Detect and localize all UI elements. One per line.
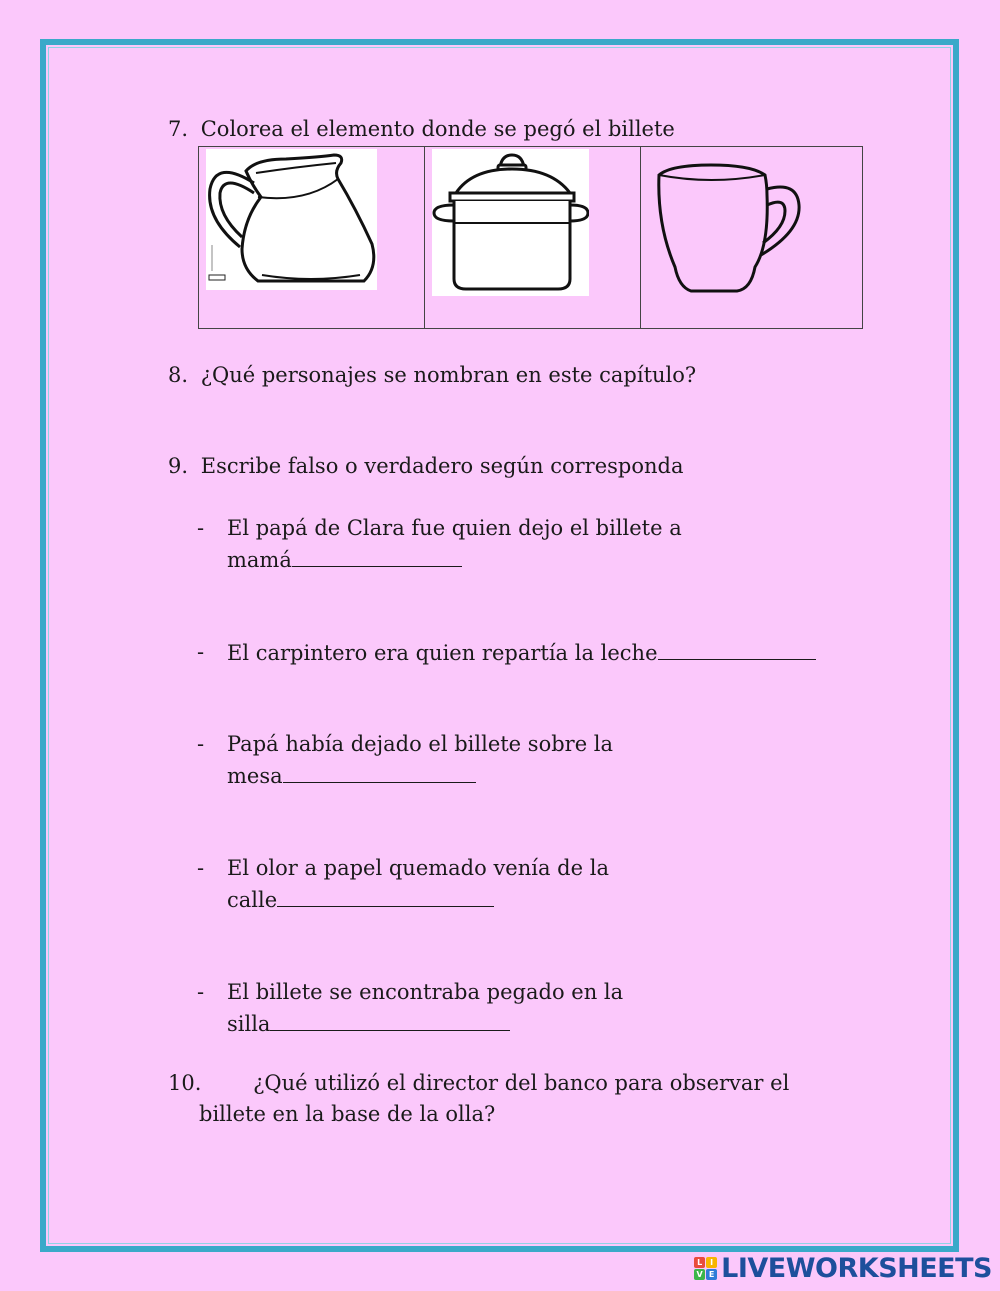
statement-1	[197, 513, 897, 577]
statement-text: El olor a papel quemado venía de la	[227, 856, 609, 880]
image-cell-mug[interactable]	[641, 147, 863, 329]
question-8	[168, 360, 696, 391]
statement-5	[197, 977, 897, 1041]
answer-blank[interactable]	[277, 884, 494, 907]
statement-2	[197, 637, 897, 669]
bullet-dash: -	[197, 640, 205, 664]
question-number: 8.	[168, 363, 189, 387]
question-number: 7.	[168, 117, 189, 141]
statement-text: silla	[227, 1012, 271, 1036]
image-cell-pitcher[interactable]	[199, 147, 425, 329]
question-number: 10.	[168, 1071, 202, 1095]
question-9	[168, 451, 683, 482]
question-text: ¿Qué utilizó el director del banco para observar el	[253, 1071, 790, 1095]
statement-text: mesa	[227, 764, 283, 788]
statement-3	[197, 729, 897, 793]
question-text: Colorea el elemento donde se pegó el billete	[200, 117, 675, 141]
pitcher-icon	[206, 149, 377, 290]
bullet-dash: -	[197, 980, 205, 1004]
statement-text: calle	[227, 888, 278, 912]
image-cell-pot[interactable]	[425, 147, 641, 329]
question-7	[168, 114, 675, 145]
question-text: ¿Qué personajes se nombran en este capítulo?	[200, 363, 697, 387]
answer-blank[interactable]	[270, 1008, 510, 1031]
bullet-dash: -	[197, 732, 205, 756]
question-number: 9.	[168, 454, 189, 478]
bullet-dash: -	[197, 856, 205, 880]
question-text: billete en la base de la olla?	[199, 1102, 496, 1126]
answer-blank[interactable]	[292, 544, 462, 567]
question-10	[168, 1068, 789, 1099]
statement-text: Papá había dejado el billete sobre la	[227, 732, 614, 756]
statement-text: El papá de Clara fue quien dejo el billete a	[227, 516, 682, 540]
bullet-dash: -	[197, 516, 205, 540]
statement-text: mamá	[227, 548, 292, 572]
statement-4	[197, 853, 897, 917]
statement-text: El billete se encontraba pegado en la	[227, 980, 624, 1004]
logo-mark: L I V E	[694, 1257, 717, 1280]
pot-icon	[432, 149, 589, 296]
answer-blank[interactable]	[658, 637, 816, 660]
liveworksheets-logo	[694, 1253, 992, 1283]
question-text: Escribe falso o verdadero según corresponda	[200, 454, 684, 478]
brand-name: LIVEWORKSHEETS	[721, 1252, 992, 1284]
mug-icon	[651, 155, 811, 305]
question-10-continued	[199, 1099, 495, 1130]
statement-text: El carpintero era quien repartía la leche	[227, 641, 658, 665]
answer-blank[interactable]	[283, 760, 476, 783]
image-options-table	[198, 146, 863, 329]
